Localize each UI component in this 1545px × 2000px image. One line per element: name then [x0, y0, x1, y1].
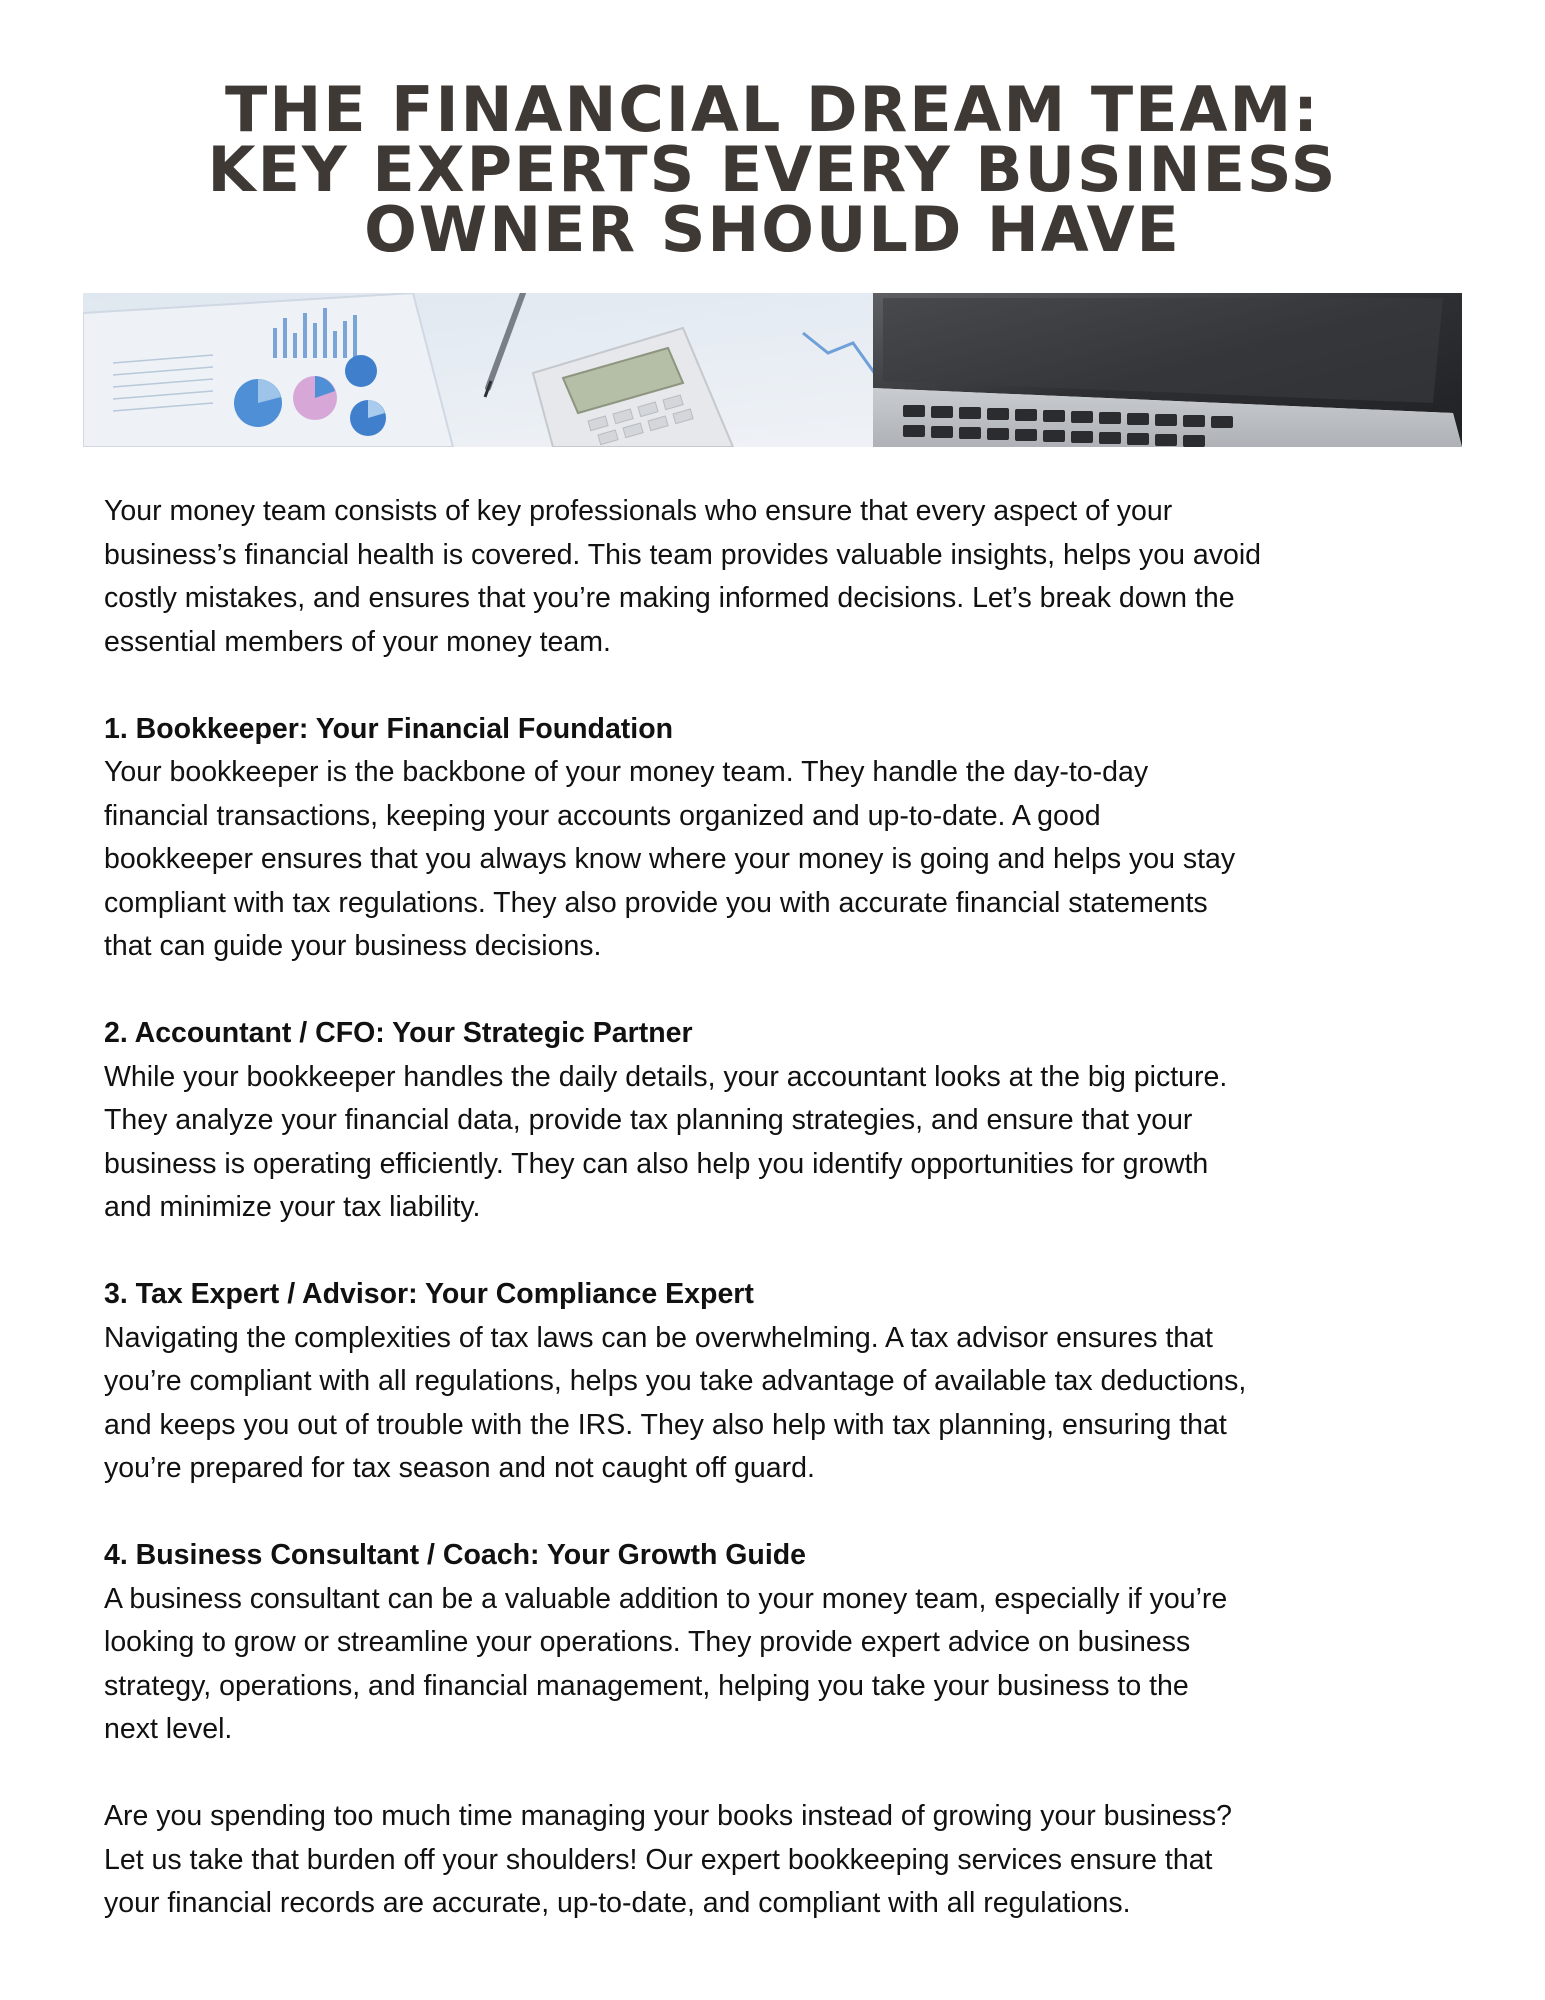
section-body: While your bookkeeper handles the daily details, your accountant looks at the big picture. They analyze your financial data, provide tax planning strategies, and ensure that your business is operating efficiently. They can also help you identify opportunities for growth and minimize your tax liability. — [104, 1060, 1228, 1223]
section-body: Navigating the complexities of tax laws can be overwhelming. A tax advisor ensures that you’re compliant with all regulations, helps you take advantage of available tax deductions, and keeps you out of trouble with the IRS. They also help with tax planning, ensuring that you’re prepared for tax season and not caught off guard. — [104, 1321, 1247, 1484]
article-body — [104, 490, 1444, 1969]
intro-paragraph: Your money team consists of key professionals who ensure that every aspect of your business’s financial health is covered. This team provides valuable insights, helps you avoid costly mistakes, and ensures that you’re making informed decisions. Let’s break down the essential members of your money team. — [104, 495, 1262, 658]
section-heading: 2. Accountant / CFO: Your Strategic Partner — [104, 1017, 693, 1049]
page-title — [120, 73, 1425, 266]
section-bookkeeper — [104, 708, 1444, 969]
finance-desk-photo-icon — [83, 293, 1462, 447]
title-line-2: KEY EXPERTS EVERY BUSINESS — [207, 133, 1338, 206]
section-business-consultant — [104, 1534, 1444, 1752]
section-body: Your bookkeeper is the backbone of your money team. They handle the day-to-day financial transactions, keeping your accounts organized and up-to-date. A good bookkeeper ensures that you always know where your money is going and helps you stay compliant with tax regulations. They also provide you with accurate financial statements that can guide your business decisions. — [104, 756, 1236, 962]
hero-image — [83, 293, 1462, 447]
section-accountant — [104, 1012, 1444, 1230]
section-heading: 3. Tax Expert / Advisor: Your Compliance Expert — [104, 1278, 754, 1310]
section-body: A business consultant can be a valuable addition to your money team, especially if you’re looking to grow or streamline your operations. They provide expert advice on business strategy, operations, and financial management, helping you take your business to the next level. — [104, 1582, 1228, 1745]
section-heading: 4. Business Consultant / Coach: Your Growth Guide — [104, 1539, 807, 1571]
closing-paragraph: Are you spending too much time managing your books instead of growing your business? Let us take that burden off your shoulders! Our expert bookkeeping services ensure that your financial records are accurate, up-to-date, and compliant with all regulations. — [104, 1800, 1232, 1919]
title-line-1: THE FINANCIAL DREAM TEAM: — [225, 73, 1320, 146]
section-heading: 1. Bookkeeper: Your Financial Foundation — [104, 712, 674, 745]
title-line-3: OWNER SHOULD HAVE — [364, 193, 1181, 266]
section-tax-expert — [104, 1273, 1444, 1491]
